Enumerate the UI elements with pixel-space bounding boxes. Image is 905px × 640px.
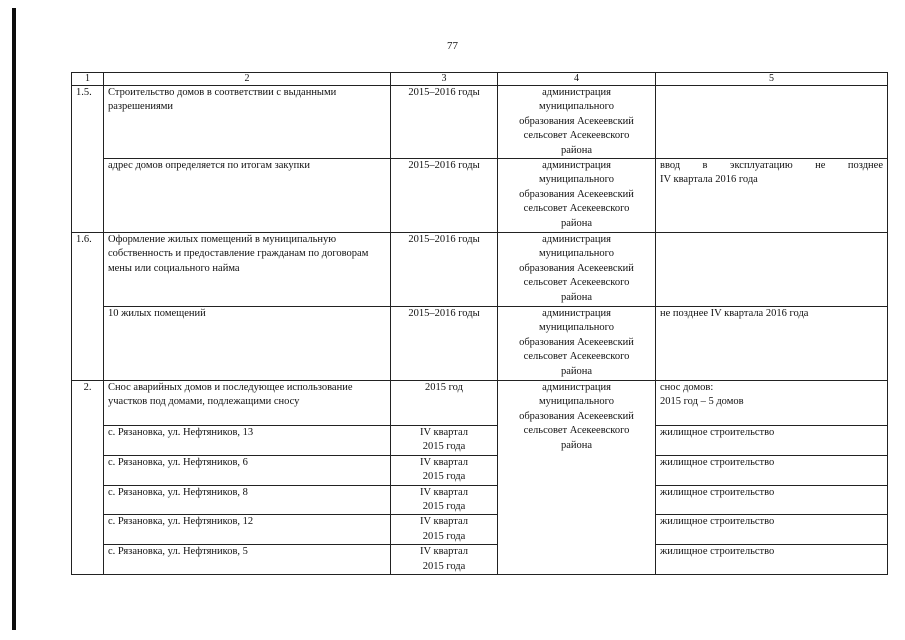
measure-description: Снос аварийных домов и последующее использование участков под домами, подлежащими сносу xyxy=(104,381,391,426)
header-col-5: 5 xyxy=(656,73,888,86)
demolition-period: IV квартал 2015 года xyxy=(391,426,498,456)
demolition-period: IV квартал 2015 года xyxy=(391,545,498,575)
header-col-1: 1 xyxy=(72,73,104,86)
responsible-executor: администрация муниципального образования Асекеевский сельсовет Асекеевского района xyxy=(498,307,656,381)
table-row xyxy=(72,485,888,515)
measure-description: адрес домов определяется по итогам закупки xyxy=(104,159,391,233)
expected-result: ввод в эксплуатацию не позднее IV квартала 2016 года xyxy=(656,159,888,233)
measure-period: 2015–2016 годы xyxy=(391,307,498,381)
table-row xyxy=(72,233,888,307)
measure-description: Оформление жилых помещений в муниципальную собственность и предоставление гражданам по договорам мены или социального найма xyxy=(104,233,391,307)
expected-result: снос домов: 2015 год – 5 домов xyxy=(656,381,888,426)
table-row xyxy=(72,455,888,485)
table-row xyxy=(72,426,888,456)
row-number: 2. xyxy=(72,381,104,575)
demolition-period: IV квартал 2015 года xyxy=(391,515,498,545)
house-address: с. Рязановка, ул. Нефтяников, 12 xyxy=(104,515,391,545)
row-number: 1.5. xyxy=(72,86,104,233)
responsible-executor: администрация муниципального образования Асекеевский сельсовет Асекеевского района xyxy=(498,381,656,575)
table-row xyxy=(72,307,888,381)
measure-description: Строительство домов в соответствии с выданными разрешениями xyxy=(104,86,391,159)
responsible-executor: администрация муниципального образования Асекеевский сельсовет Асекеевского района xyxy=(498,86,656,159)
expected-result xyxy=(656,86,888,159)
row-number: 1.6. xyxy=(72,233,104,381)
responsible-executor: администрация муниципального образования Асекеевский сельсовет Асекеевского района xyxy=(498,233,656,307)
expected-result xyxy=(656,233,888,307)
measure-period: 2015–2016 годы xyxy=(391,86,498,159)
measure-period: 2015–2016 годы xyxy=(391,233,498,307)
table-row xyxy=(72,545,888,575)
house-address: с. Рязановка, ул. Нефтяников, 13 xyxy=(104,426,391,456)
measure-description: 10 жилых помещений xyxy=(104,307,391,381)
table-row xyxy=(72,381,888,426)
header-col-3: 3 xyxy=(391,73,498,86)
house-address: с. Рязановка, ул. Нефтяников, 8 xyxy=(104,485,391,515)
measure-period: 2015 год xyxy=(391,381,498,426)
header-row xyxy=(72,73,888,86)
scan-edge-bar xyxy=(12,8,16,630)
header-col-2: 2 xyxy=(104,73,391,86)
responsible-executor: администрация муниципального образования Асекеевский сельсовет Асекеевского района xyxy=(498,159,656,233)
land-use: жилищное строительство xyxy=(656,426,888,456)
demolition-period: IV квартал 2015 года xyxy=(391,485,498,515)
demolition-period: IV квартал 2015 года xyxy=(391,455,498,485)
land-use: жилищное строительство xyxy=(656,515,888,545)
table-row xyxy=(72,86,888,159)
house-address: с. Рязановка, ул. Нефтяников, 5 xyxy=(104,545,391,575)
land-use: жилищное строительство xyxy=(656,455,888,485)
expected-result: не позднее IV квартала 2016 года xyxy=(656,307,888,381)
house-address: с. Рязановка, ул. Нефтяников, 6 xyxy=(104,455,391,485)
table-row xyxy=(72,515,888,545)
header-col-4: 4 xyxy=(498,73,656,86)
page-number: 77 xyxy=(447,40,458,52)
land-use: жилищное строительство xyxy=(656,485,888,515)
land-use: жилищное строительство xyxy=(656,545,888,575)
measure-period: 2015–2016 годы xyxy=(391,159,498,233)
measures-table xyxy=(71,72,888,575)
table-row xyxy=(72,159,888,233)
